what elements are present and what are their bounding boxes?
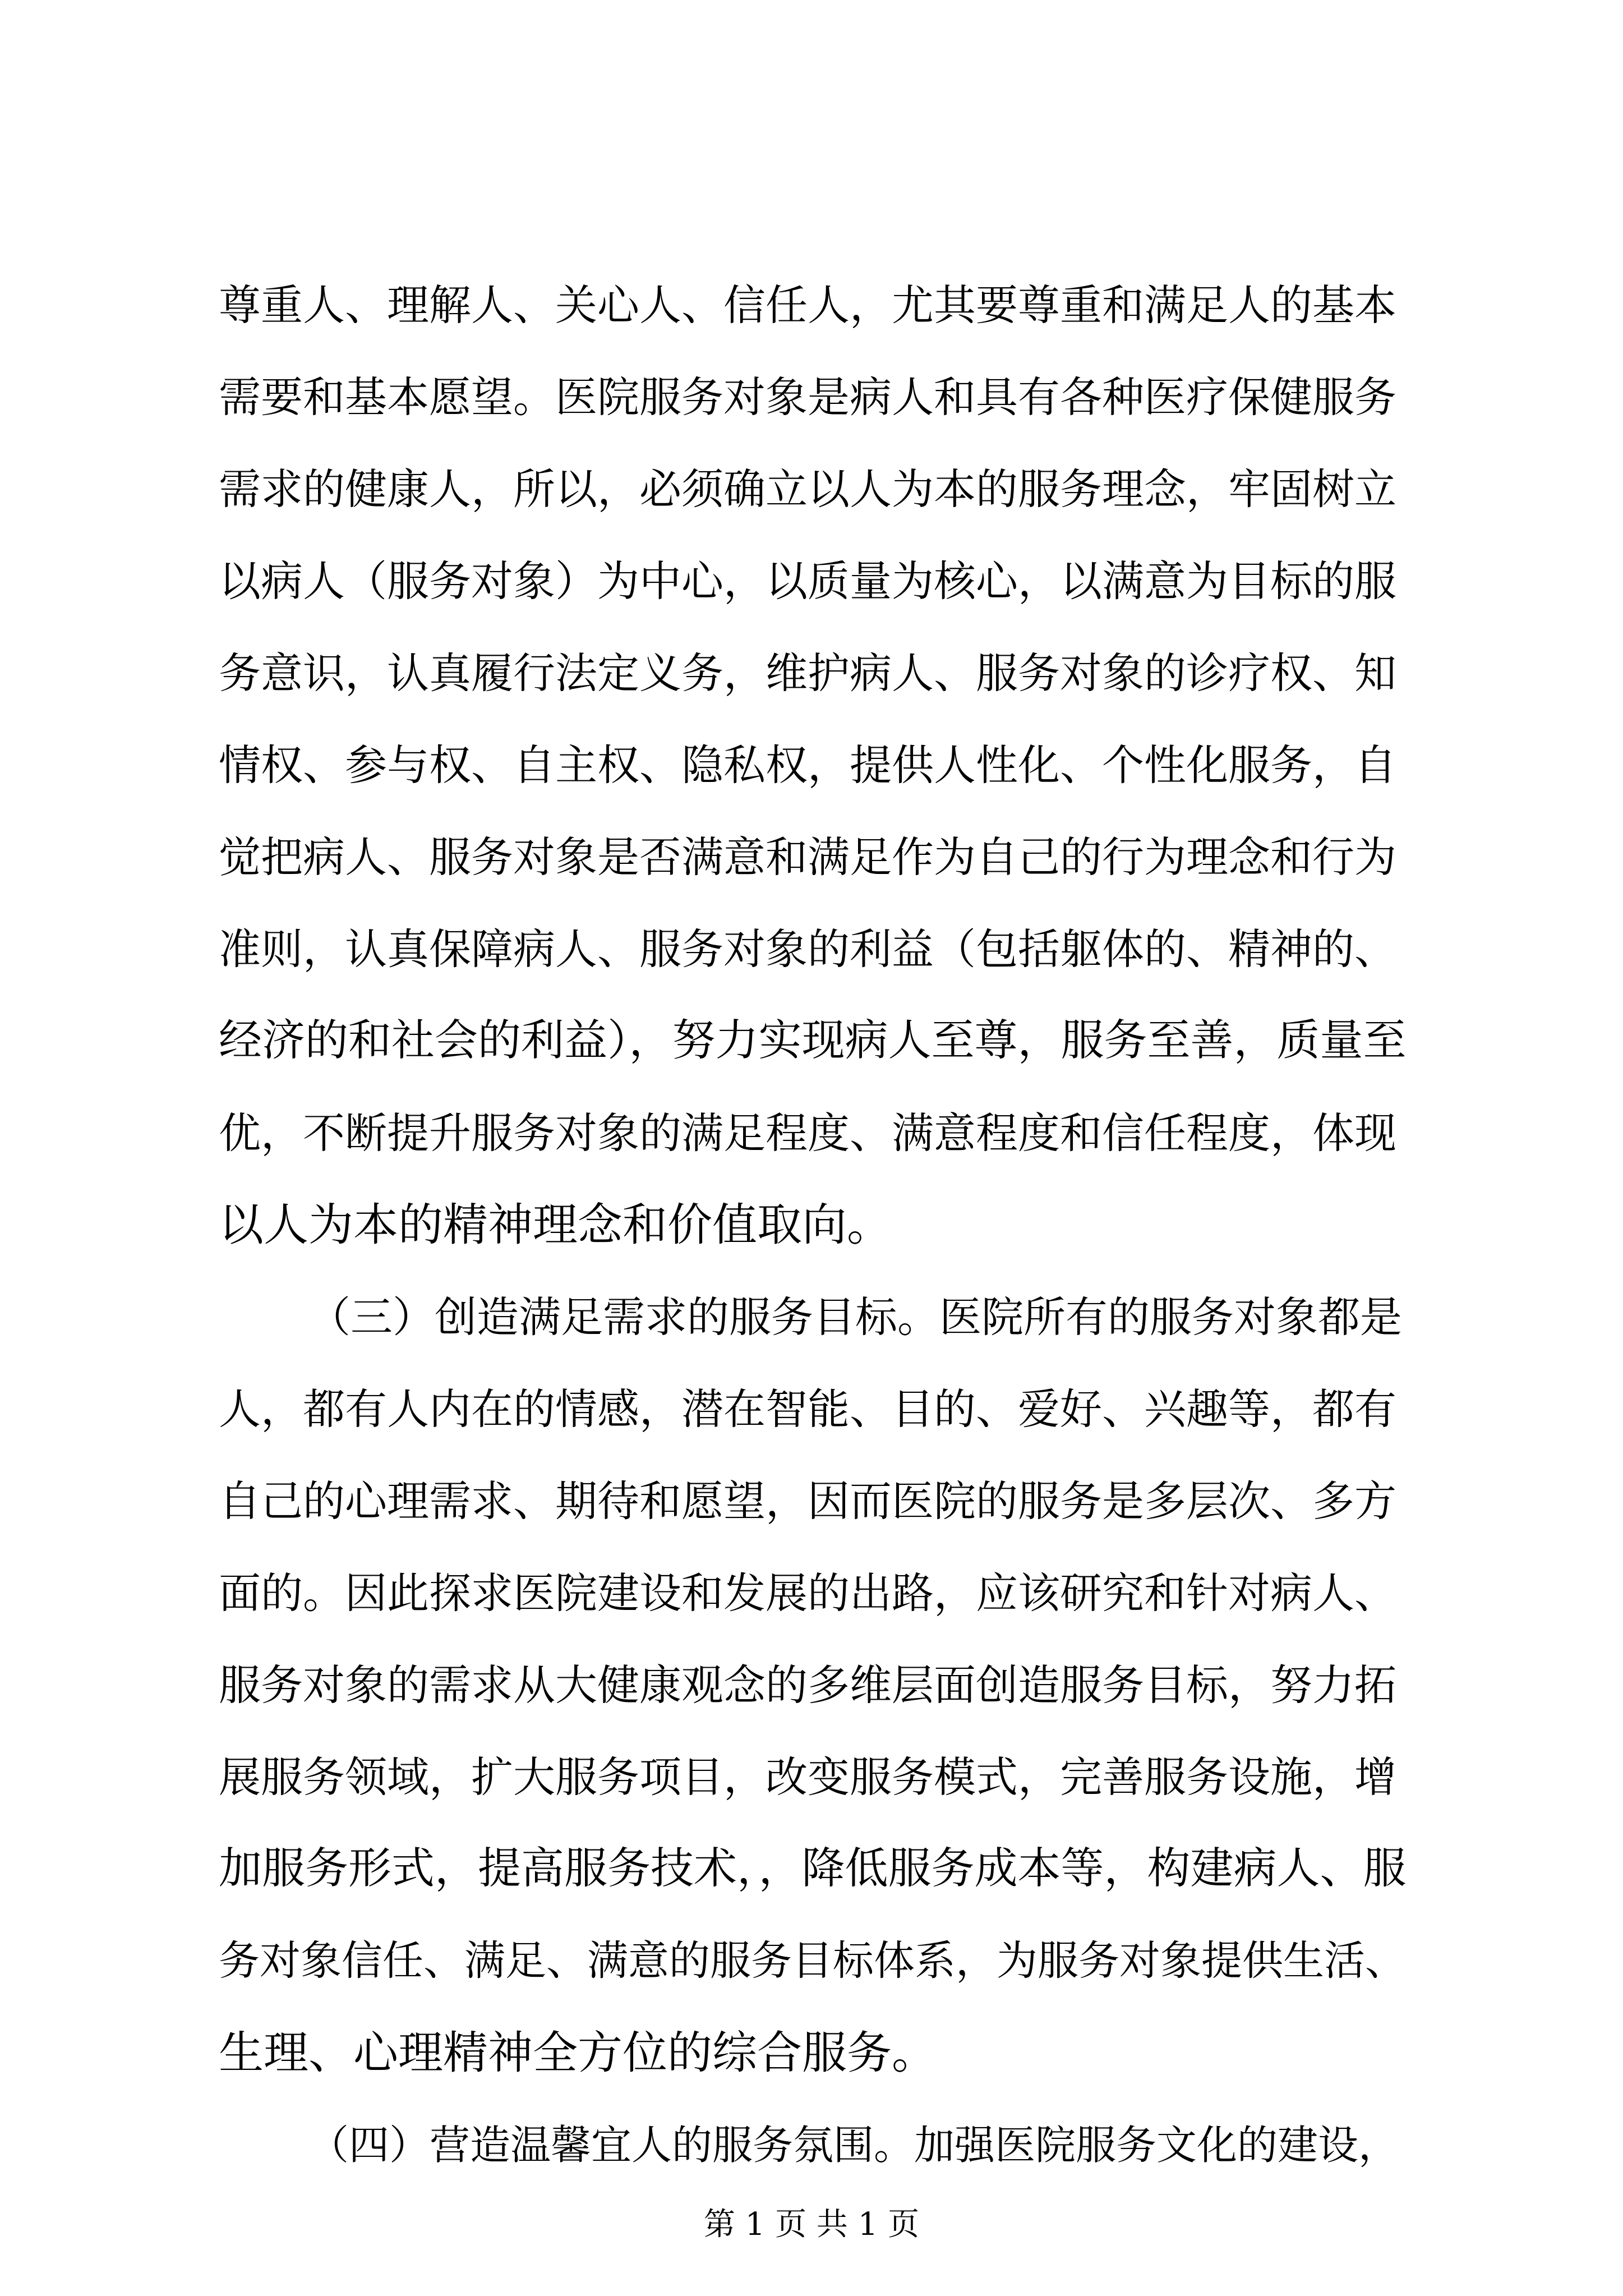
body-line-11: 以人为本的精神理念和价值取向。 [219,1199,892,1251]
body-line-19: 务对象信任、满足、满意的服务目标体系，为服务对象提供生活、 [219,1937,1406,1985]
body-line-3: 需求的健康人，所以，必须确立以人为本的服务理念，牢固树立 [219,464,1397,514]
body-line-1: 尊重人、理解人、关心人、信任人，尤其要尊重和满足人的基本 [219,280,1397,330]
body-line-8: 准则，认真保障病人、服务对象的利益（包括躯体的、精神的、 [219,924,1397,974]
body-line-2: 需要和基本愿望。医院服务对象是病人和具有各种医疗保健服务 [219,372,1397,422]
section-heading-4: （四）营造温馨宜人的服务氛围。加强医院服务文化的建设， [308,2122,1399,2169]
body-line-20: 生理、心理精神全方位的综合服务。 [219,2027,937,2079]
body-line-13: 人，都有人内在的情感，潜在智能、目的、爱好、兴趣等，都有 [219,1384,1397,1434]
body-line-6: 情权、参与权、自主权、隐私权，提供人性化、个性化服务，自 [219,740,1397,790]
body-line-9: 经济的和社会的利益），努力实现病人至尊，服务至善，质量至 [219,1016,1407,1066]
body-line-16: 服务对象的需求从大健康观念的多维层面创造服务目标，努力拓 [219,1660,1397,1710]
body-line-4: 以病人（服务对象）为中心，以质量为核心，以满意为目标的服 [219,556,1397,606]
body-line-17: 展服务领域，扩大服务项目，改变服务模式，完善服务设施，增 [219,1752,1397,1802]
body-line-10: 优，不断提升服务对象的满足程度、满意程度和信任程度，体现 [219,1108,1397,1158]
page-footer: 第 1 页 共 1 页 [703,2206,920,2243]
body-line-14: 自己的心理需求、期待和愿望，因而医院的服务是多层次、多方 [219,1476,1397,1526]
body-line-15: 面的。因此探求医院建设和发展的出路，应该研究和针对病人、 [219,1568,1397,1618]
body-line-7: 觉把病人、服务对象是否满意和满足作为自己的行为理念和行为 [219,832,1397,882]
body-line-5: 务意识，认真履行法定义务，维护病人、服务对象的诊疗权、知 [219,648,1397,698]
section-heading-3: （三）创造满足需求的服务目标。医院所有的服务对象都是 [308,1292,1403,1342]
body-line-18: 加服务形式，提高服务技术，，降低服务成本等，构建病人、服 [219,1844,1407,1894]
